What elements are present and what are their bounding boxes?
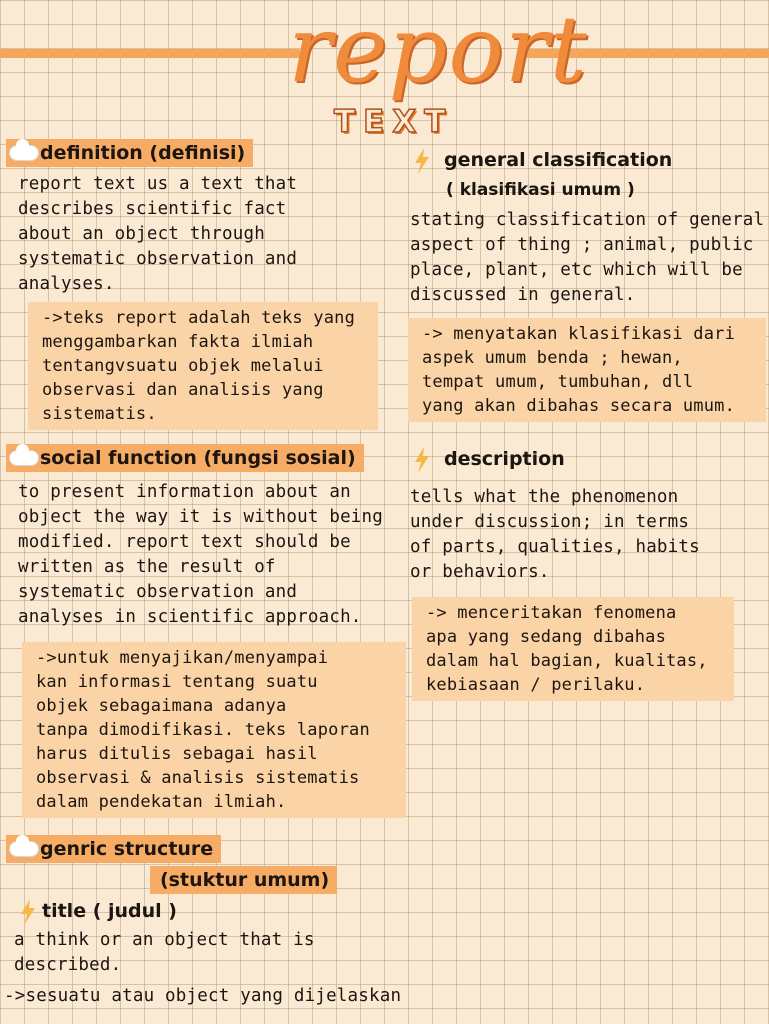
definition-text: report text us a text that describes scientific fact about an object through systematic observation and analyses.	[18, 174, 298, 294]
general-classification-heading-text: general classification	[444, 149, 673, 171]
cloud-icon	[10, 451, 38, 465]
lightning-bolt-icon	[414, 148, 430, 174]
page-title: report	[288, 0, 588, 103]
definition-translation: ->teks report adalah teks yang menggambarkan fakta ilmiah tentangvsuatu objek melalui observasi dan analisis yang sistematis.	[28, 302, 378, 430]
general-classification-text: stating classification of general aspect of thing ; animal, public place, plant, etc which will be discussed in general.	[410, 210, 765, 305]
header-rule-left	[0, 49, 300, 58]
social-function-text: to present information about an object the way it is without being modified. report text should be written as the result of systematic observation and analyses in scientific approach.	[18, 482, 384, 627]
description-text: tells what the phenomenon under discussion; in terms of parts, qualities, habits or behaviors.	[410, 487, 700, 582]
definition-heading-text: definition (definisi)	[40, 142, 246, 164]
description-heading-text: description	[444, 448, 565, 470]
lightning-bolt-icon	[414, 447, 430, 473]
generic-structure-subheading: (stuktur umum)	[150, 866, 337, 894]
general-classification-heading	[414, 146, 672, 174]
title-item	[20, 897, 177, 925]
definition-heading	[6, 139, 253, 167]
title-item-label: title ( judul )	[42, 900, 177, 922]
general-classification-translation: -> menyatakan klasifikasi dari aspek umum benda ; hewan, tempat umum, tumbuhan, dll yang akan dibahas secara umum.	[408, 318, 766, 422]
cloud-icon	[10, 842, 38, 856]
generic-structure-heading	[6, 835, 221, 863]
description-heading	[414, 445, 565, 473]
general-classification-subheading: ( klasifikasi umum )	[446, 180, 635, 200]
description-translation: -> menceritakan fenomena apa yang sedang dibahas dalam hal bagian, kualitas, kebiasaan / perilaku.	[412, 597, 734, 701]
lightning-bolt-icon	[20, 899, 36, 925]
social-function-heading	[6, 444, 364, 472]
generic-structure-heading-text: genric structure	[40, 838, 214, 860]
page-subtitle: TEXT	[334, 104, 454, 140]
title-item-translation: ->sesuatu atau object yang dijelaskan	[4, 986, 402, 1006]
title-item-text: a think or an object that is described.	[14, 930, 315, 975]
social-function-translation: ->untuk menyajikan/menyampai kan informasi tentang suatu objek sebagaimana adanya tanpa dimodifikasi. teks laporan harus ditulis sebagai hasil observasi & analisis sistematis dalam pendekatan ilmiah.	[22, 642, 406, 818]
social-function-heading-text: social function (fungsi sosial)	[40, 447, 356, 469]
cloud-icon	[10, 146, 38, 160]
